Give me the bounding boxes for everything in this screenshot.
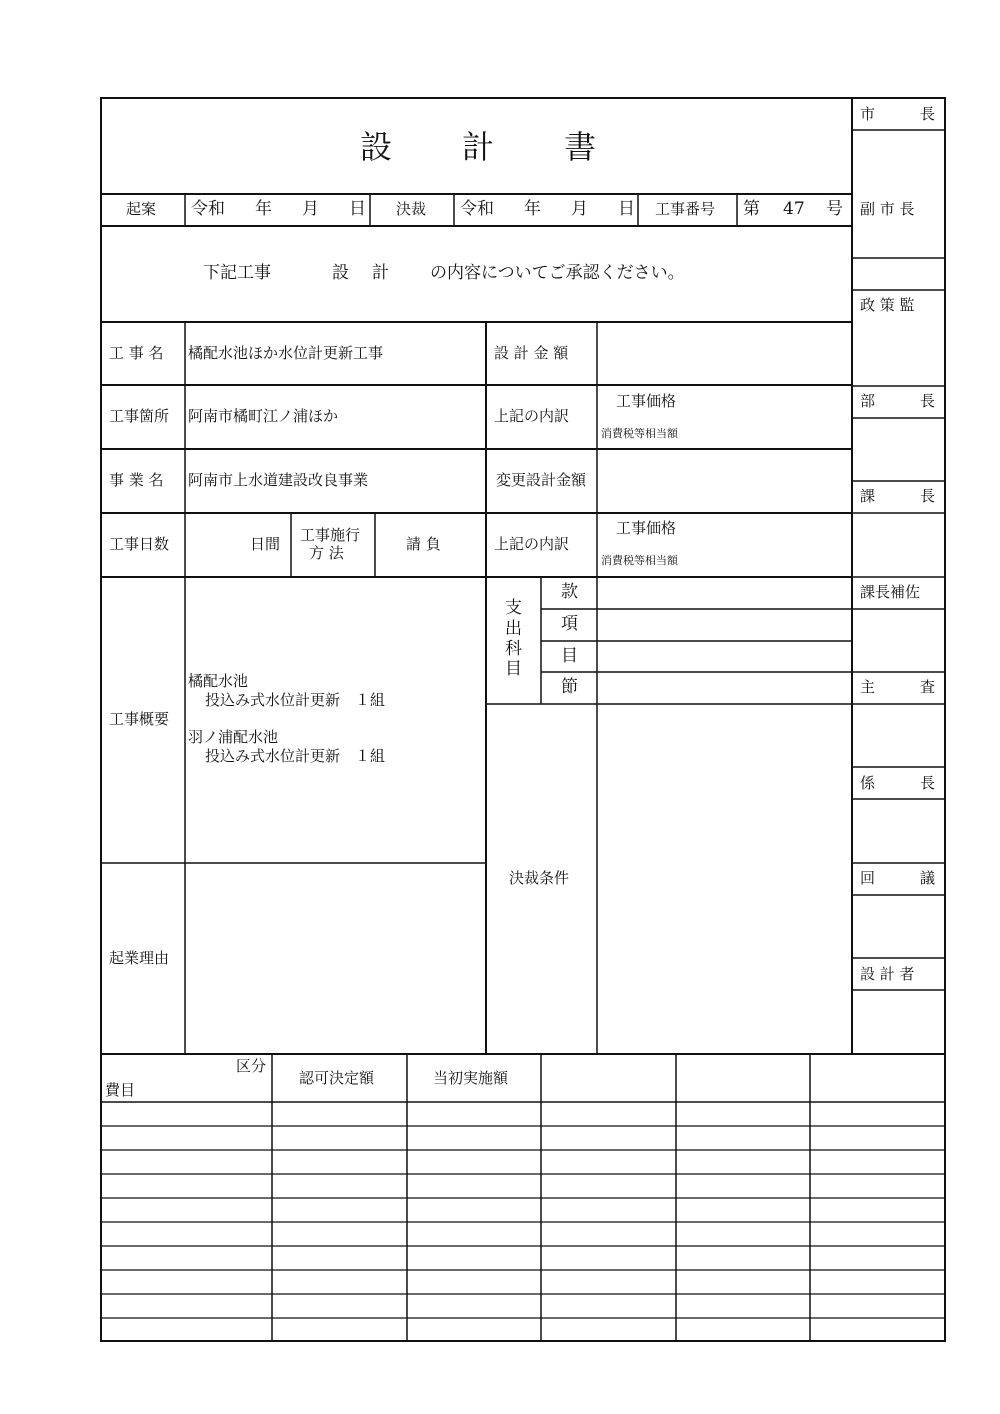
day-label-2: 日 [618,199,635,219]
stamp-kacho-2: 長 [920,487,936,505]
seko-hoho-label-1: 工事施行 [300,526,361,544]
day-label-1: 日 [349,199,366,219]
stamp-shusa-1: 主 [860,678,876,696]
moku-label: 目 [561,646,578,666]
stamp-kakaricho-1: 係 [860,774,876,792]
shohizei-label-1: 消費税等相当額 [601,427,678,440]
shishutsu-char-1: 支 [505,598,522,618]
stamp-kaigi-2: 議 [920,869,936,887]
himoku-label: 費目 [105,1081,136,1099]
stamp-shusa-2: 査 [920,678,936,696]
shohizei-label-2: 消費税等相当額 [601,554,678,567]
dai-label: 第 [743,199,760,219]
gaiyo-line-4: 投込み式水位計更新 １組 [205,747,386,765]
approval-prefix: 下記工事 [203,263,271,283]
kan-label: 款 [561,582,578,602]
title-char-2: 計 [462,128,495,166]
year-label-1: 年 [255,199,272,219]
stamp-bucho-2: 長 [920,392,936,410]
reiwa-label-2: 令和 [460,199,494,219]
month-label-1: 月 [302,199,319,219]
month-label-2: 月 [571,199,588,219]
stamp-seisakukan: 政 策 監 [860,296,915,314]
koji-mei-label: 工 事 名 [109,344,164,362]
year-label-2: 年 [524,199,541,219]
koji-bango-label: 工事番号 [655,200,716,218]
jouki-uchiwake-label-1: 上記の内訳 [494,407,570,425]
kasho-value: 阿南市橘町江ノ浦ほか [188,407,339,425]
koji-kakaku-label-2: 工事価格 [616,519,677,537]
jouki-uchiwake-label-2: 上記の内訳 [494,535,570,553]
kian-label: 起案 [126,200,157,218]
jigyo-mei-value: 阿南市上水道建設改良事業 [188,471,369,489]
setsu-label: 節 [561,677,578,697]
go-label: 号 [826,199,843,219]
approval-suffix: の内容についてご承認ください。 [430,263,685,283]
stamp-kacho-1: 課 [860,487,876,505]
kessai-joken-label: 決裁条件 [509,869,570,887]
jigyo-mei-label: 事 業 名 [109,471,164,489]
shishutsu-char-2: 出 [505,619,522,639]
shishutsu-char-3: 科 [505,639,522,659]
koji-number: 47 [783,199,805,219]
koji-gaiyo-label: 工事概要 [109,710,170,728]
koji-nissu-label: 工事日数 [109,535,170,553]
stamp-kaigi-1: 回 [860,869,876,887]
kou-label: 項 [561,614,578,634]
nissu-unit: 日間 [250,535,281,553]
gaiyo-line-1: 橘配水池 [188,672,249,690]
title-char-3: 書 [564,128,597,166]
koji-mei-value: 橘配水池ほか水位計更新工事 [188,344,384,362]
ninka-kettei-label: 認可決定額 [299,1069,375,1087]
kessai-label: 決裁 [396,200,427,218]
gaiyo-line-3: 羽ノ浦配水池 [188,728,279,746]
tosho-jisshi-label: 当初実施額 [433,1069,509,1087]
title-char-1: 設 [360,128,393,166]
kigyo-riyu-label: 起業理由 [109,949,170,967]
henko-sekkei-label: 変更設計金額 [496,471,587,489]
stamp-kakaricho-2: 長 [920,774,936,792]
sekkei-kingaku-label: 設 計 金 額 [494,344,569,362]
seko-hoho-value: 請 負 [406,535,441,553]
seko-hoho-label-2: 方 法 [309,544,344,562]
kasho-label: 工事箇所 [109,407,170,425]
stamp-shicho-2: 長 [920,105,936,123]
kubun-label: 区分 [236,1057,267,1075]
approval-design-1: 設 [332,263,349,283]
gaiyo-line-2: 投込み式水位計更新 １組 [205,691,386,709]
stamp-shicho-1: 市 [860,105,876,123]
approval-design-2: 計 [372,263,389,283]
koji-kakaku-label-1: 工事価格 [616,392,677,410]
stamp-sekkeisha: 設 計 者 [860,965,915,983]
reiwa-label-1: 令和 [191,199,225,219]
stamp-bucho-1: 部 [860,392,876,410]
shishutsu-char-4: 目 [505,659,522,679]
stamp-kacho-hosa: 課長補佐 [860,583,921,601]
stamp-fuku-shicho: 副 市 長 [860,200,915,218]
